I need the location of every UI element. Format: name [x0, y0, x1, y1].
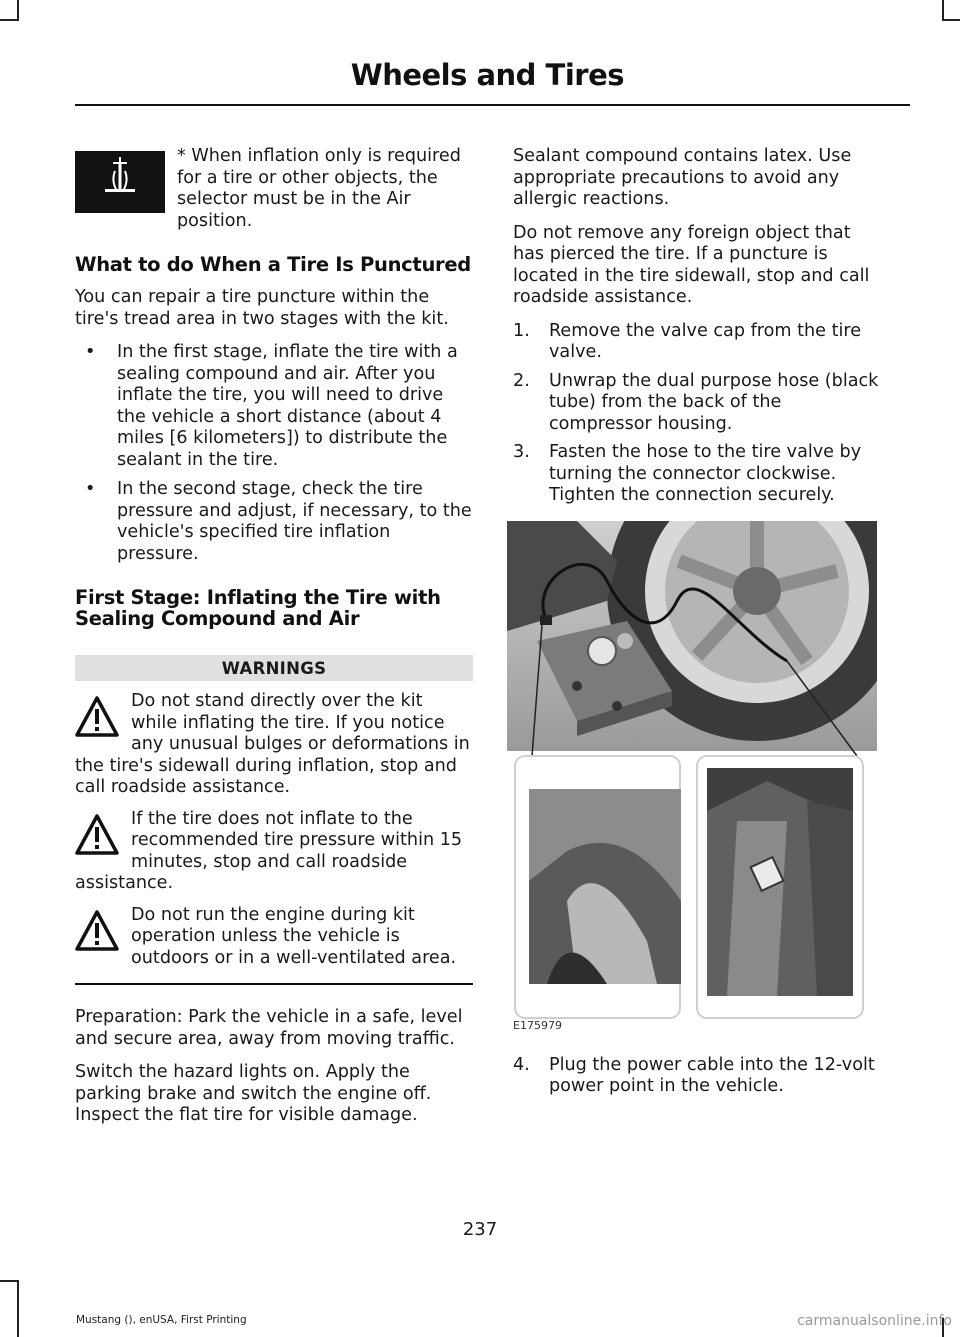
footer-text: Mustang (), enUSA, First Printing — [76, 1314, 247, 1326]
list-item-text: In the first stage, inflate the tire with a sealing compound and air. After you inflate the tire, you will need to drive the vehicle a short distance (about 4 miles [6 kilometers]) to distribute the sealant in the tire. — [117, 342, 458, 470]
warning-item — [75, 905, 473, 970]
latex-text: Sealant compound contains latex. Use appropriate precautions to avoid any allergic reactions. — [513, 146, 852, 209]
air-note: * When inflation only is required for a tire or other objects, the selector must be in the Air position. — [177, 146, 461, 231]
step-number: 2. — [513, 370, 530, 391]
page-title: Wheels and Tires — [350, 58, 624, 92]
bullet-mark: • — [85, 342, 96, 362]
warning-triangle-icon — [75, 909, 119, 953]
puncture-heading: What to do When a Tire Is Punctured — [75, 253, 471, 276]
crop-mark — [942, 0, 944, 20]
right-column — [513, 146, 880, 1108]
list-item — [513, 371, 880, 436]
step-number: 1. — [513, 320, 530, 341]
warning-item — [75, 691, 473, 799]
figure-code: E175979 — [513, 1019, 562, 1032]
list-item-text: In the second stage, check the tire pressure and adjust, if necessary, to the vehicle's specified tire inflation pressure. — [117, 479, 472, 564]
warning-triangle-icon — [75, 813, 119, 857]
first-stage-heading: First Stage: Inflating the Tire with Sealing Compound and Air — [75, 586, 441, 630]
header-rule — [75, 104, 910, 106]
step-text: Plug the power cable into the 12-volt power point in the vehicle. — [549, 1054, 875, 1096]
warnings-rule — [75, 983, 473, 985]
bullet-mark: • — [85, 479, 96, 499]
crop-mark — [17, 1280, 19, 1337]
warning-text: Do not run the engine during kit operation unless the vehicle is outdoors or in a well-ventilated area. — [131, 904, 457, 968]
list-item — [75, 342, 473, 471]
illustration-image — [507, 521, 877, 1041]
compressor-illustration — [507, 521, 877, 1041]
left-column — [75, 146, 473, 1139]
warnings-header: WARNINGS — [75, 655, 473, 681]
foreign-object-text: Do not remove any foreign object that has pierced the tire. If a puncture is located in the tire sidewall, stop and call roadside assistance. — [513, 222, 870, 307]
list-item — [513, 1055, 880, 1098]
crop-mark — [942, 19, 960, 21]
list-item — [75, 479, 473, 565]
crop-mark — [0, 1280, 19, 1282]
crop-mark — [17, 0, 19, 20]
watermark: carmanualsonline.info — [797, 1313, 952, 1329]
step-number: 3. — [513, 442, 530, 462]
step-text: Fasten the hose to the tire valve by turning the connector clockwise. Tighten the connection securely. — [549, 442, 862, 505]
puncture-intro: You can repair a tire puncture within the tire's tread area in two stages with the kit. — [75, 287, 449, 329]
warning-triangle-icon — [75, 695, 119, 739]
preparation-text: Preparation: Park the vehicle in a safe, level and secure area, away from moving traffic. — [75, 1007, 463, 1049]
step-number: 4. — [513, 1054, 530, 1075]
air-mode-icon — [75, 151, 165, 213]
stage-list — [75, 342, 473, 565]
step-text: Unwrap the dual purpose hose (black tube) from the back of the compressor housing. — [549, 370, 879, 434]
steps-list — [513, 321, 880, 507]
warning-text: If the tire does not inflate to the recommended tire pressure within 15 minutes, stop and call roadside assistance. — [75, 808, 463, 893]
page-number: 237 — [462, 1219, 498, 1240]
steps-list — [513, 1055, 880, 1098]
crop-mark — [0, 19, 19, 21]
list-item — [513, 321, 880, 364]
list-item — [513, 442, 880, 507]
warning-item — [75, 809, 473, 895]
step-text: Remove the valve cap from the tire valve. — [549, 320, 862, 362]
hazard-text: Switch the hazard lights on. Apply the parking brake and switch the engine off. Inspect the flat tire for visible damage. — [75, 1062, 432, 1125]
warning-text: Do not stand directly over the kit while inflating the tire. If you notice any unusual bulges or deformations in the tire's sidewall during inflation, stop and call roadside assistance. — [75, 691, 470, 797]
